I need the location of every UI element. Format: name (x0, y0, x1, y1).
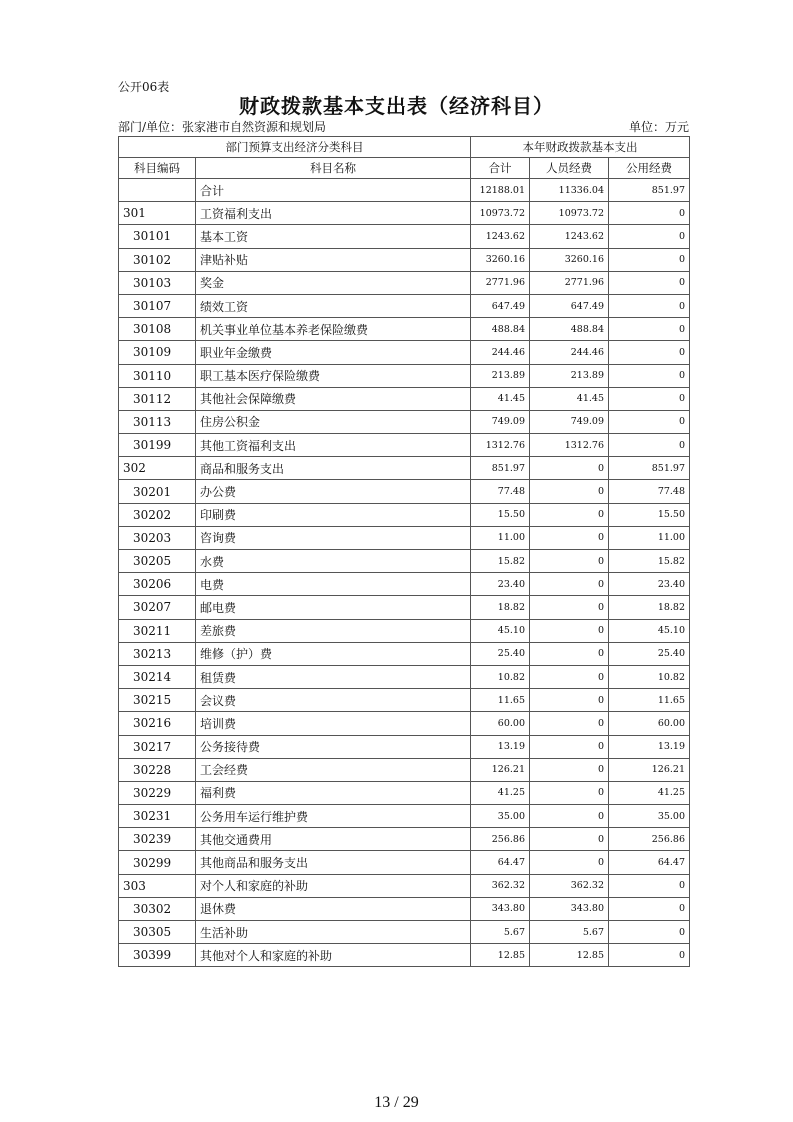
row-personnel: 0 (530, 526, 609, 549)
header-group-basic-expenditure: 本年财政拨款基本支出 (471, 137, 690, 158)
row-name: 津贴补贴 (196, 248, 471, 271)
form-number: 公开06表 (118, 80, 170, 94)
table-row (119, 805, 690, 828)
row-name: 差旅费 (196, 619, 471, 642)
row-public: 0 (609, 410, 690, 433)
row-personnel: 488.84 (530, 318, 609, 341)
row-name: 租赁费 (196, 665, 471, 688)
row-total: 41.25 (471, 781, 530, 804)
row-total: 1312.76 (471, 434, 530, 457)
row-total: 11.00 (471, 526, 530, 549)
header-name: 科目名称 (196, 158, 471, 179)
row-public: 41.25 (609, 781, 690, 804)
row-code: 30202 (119, 503, 196, 526)
row-public: 0 (609, 341, 690, 364)
row-public: 0 (609, 874, 690, 897)
row-name: 绩效工资 (196, 294, 471, 317)
row-public: 0 (609, 364, 690, 387)
row-personnel: 10973.72 (530, 202, 609, 225)
table-row (119, 596, 690, 619)
row-total: 12188.01 (471, 179, 530, 202)
row-total: 244.46 (471, 341, 530, 364)
row-name: 退休费 (196, 897, 471, 920)
row-personnel: 0 (530, 457, 609, 480)
row-name: 生活补助 (196, 921, 471, 944)
row-code: 30229 (119, 781, 196, 804)
row-code: 301 (119, 202, 196, 225)
row-name: 其他工资福利支出 (196, 434, 471, 457)
table-row (119, 294, 690, 317)
table-row (119, 179, 690, 202)
row-total: 343.80 (471, 897, 530, 920)
row-code: 30302 (119, 897, 196, 920)
row-name: 其他交通费用 (196, 828, 471, 851)
row-personnel: 0 (530, 689, 609, 712)
row-public: 0 (609, 387, 690, 410)
page-title: 财政拨款基本支出表（经济科目） (239, 94, 554, 118)
row-public: 0 (609, 202, 690, 225)
row-personnel: 5.67 (530, 921, 609, 944)
row-total: 64.47 (471, 851, 530, 874)
row-name: 奖金 (196, 271, 471, 294)
unit-label: 单位：万元 (628, 120, 689, 134)
row-personnel: 213.89 (530, 364, 609, 387)
row-personnel: 749.09 (530, 410, 609, 433)
table-row (119, 526, 690, 549)
header-group-classification: 部门预算支出经济分类科目 (119, 137, 471, 158)
row-total: 25.40 (471, 642, 530, 665)
row-total: 18.82 (471, 596, 530, 619)
table-row (119, 387, 690, 410)
row-public: 45.10 (609, 619, 690, 642)
row-personnel: 343.80 (530, 897, 609, 920)
table-row (119, 248, 690, 271)
table-row (119, 225, 690, 248)
row-personnel: 0 (530, 642, 609, 665)
row-code: 302 (119, 457, 196, 480)
row-total: 35.00 (471, 805, 530, 828)
table-row (119, 665, 690, 688)
row-personnel: 0 (530, 851, 609, 874)
row-personnel: 2771.96 (530, 271, 609, 294)
row-personnel: 647.49 (530, 294, 609, 317)
row-code: 30299 (119, 851, 196, 874)
row-personnel: 0 (530, 665, 609, 688)
row-personnel: 12.85 (530, 944, 609, 967)
row-total: 15.50 (471, 503, 530, 526)
row-personnel: 0 (530, 596, 609, 619)
row-code: 30107 (119, 294, 196, 317)
row-public: 18.82 (609, 596, 690, 619)
row-personnel: 0 (530, 503, 609, 526)
page-number: 13 / 29 (374, 1094, 419, 1111)
row-total: 213.89 (471, 364, 530, 387)
row-code: 30211 (119, 619, 196, 642)
row-personnel: 0 (530, 805, 609, 828)
row-public: 77.48 (609, 480, 690, 503)
row-name: 住房公积金 (196, 410, 471, 433)
row-name: 公务接待费 (196, 735, 471, 758)
row-code: 30214 (119, 665, 196, 688)
row-total: 362.32 (471, 874, 530, 897)
table-row (119, 457, 690, 480)
row-name: 电费 (196, 573, 471, 596)
row-personnel: 11336.04 (530, 179, 609, 202)
row-name: 印刷费 (196, 503, 471, 526)
row-total: 41.45 (471, 387, 530, 410)
row-code: 30213 (119, 642, 196, 665)
row-public: 0 (609, 248, 690, 271)
row-code: 30108 (119, 318, 196, 341)
row-personnel: 244.46 (530, 341, 609, 364)
row-public: 0 (609, 271, 690, 294)
header-personnel: 人员经费 (530, 158, 609, 179)
row-code: 30216 (119, 712, 196, 735)
row-public: 15.82 (609, 550, 690, 573)
row-code (119, 179, 196, 202)
table-row (119, 944, 690, 967)
row-total: 5.67 (471, 921, 530, 944)
row-name: 其他商品和服务支出 (196, 851, 471, 874)
row-personnel: 0 (530, 781, 609, 804)
row-code: 30231 (119, 805, 196, 828)
row-name: 工会经费 (196, 758, 471, 781)
row-total: 23.40 (471, 573, 530, 596)
row-name: 机关事业单位基本养老保险缴费 (196, 318, 471, 341)
table-row (119, 642, 690, 665)
row-public: 256.86 (609, 828, 690, 851)
row-code: 30206 (119, 573, 196, 596)
row-public: 11.00 (609, 526, 690, 549)
row-personnel: 0 (530, 735, 609, 758)
row-total: 2771.96 (471, 271, 530, 294)
row-total: 77.48 (471, 480, 530, 503)
row-code: 30399 (119, 944, 196, 967)
row-personnel: 0 (530, 573, 609, 596)
row-total: 3260.16 (471, 248, 530, 271)
table-row (119, 712, 690, 735)
row-personnel: 362.32 (530, 874, 609, 897)
row-total: 11.65 (471, 689, 530, 712)
row-code: 30201 (119, 480, 196, 503)
row-name: 维修（护）费 (196, 642, 471, 665)
row-public: 35.00 (609, 805, 690, 828)
row-total: 647.49 (471, 294, 530, 317)
row-personnel: 3260.16 (530, 248, 609, 271)
row-public: 0 (609, 318, 690, 341)
row-name: 培训费 (196, 712, 471, 735)
table-row (119, 503, 690, 526)
row-code: 30203 (119, 526, 196, 549)
row-code: 30103 (119, 271, 196, 294)
row-total: 45.10 (471, 619, 530, 642)
row-code: 30239 (119, 828, 196, 851)
row-public: 25.40 (609, 642, 690, 665)
table-row (119, 689, 690, 712)
header-code: 科目编码 (119, 158, 196, 179)
row-code: 30102 (119, 248, 196, 271)
row-public: 0 (609, 294, 690, 317)
table-row (119, 573, 690, 596)
row-total: 1243.62 (471, 225, 530, 248)
row-public: 11.65 (609, 689, 690, 712)
table-row (119, 897, 690, 920)
row-code: 303 (119, 874, 196, 897)
row-personnel: 0 (530, 758, 609, 781)
row-public: 0 (609, 897, 690, 920)
row-code: 30217 (119, 735, 196, 758)
row-total: 13.19 (471, 735, 530, 758)
row-public: 13.19 (609, 735, 690, 758)
table-row (119, 271, 690, 294)
row-code: 30101 (119, 225, 196, 248)
row-public: 851.97 (609, 179, 690, 202)
row-name: 办公费 (196, 480, 471, 503)
row-code: 30113 (119, 410, 196, 433)
row-public: 23.40 (609, 573, 690, 596)
table-row (119, 735, 690, 758)
expenditure-table (118, 136, 690, 967)
row-code: 30207 (119, 596, 196, 619)
row-name: 商品和服务支出 (196, 457, 471, 480)
row-name: 基本工资 (196, 225, 471, 248)
header-total: 合计 (471, 158, 530, 179)
table-row (119, 619, 690, 642)
table-row (119, 758, 690, 781)
row-name: 对个人和家庭的补助 (196, 874, 471, 897)
row-total: 10.82 (471, 665, 530, 688)
row-total: 10973.72 (471, 202, 530, 225)
row-public: 15.50 (609, 503, 690, 526)
row-personnel: 1243.62 (530, 225, 609, 248)
row-name: 邮电费 (196, 596, 471, 619)
row-total: 256.86 (471, 828, 530, 851)
department-label: 部门/单位：张家港市自然资源和规划局 (118, 120, 327, 134)
row-personnel: 0 (530, 828, 609, 851)
row-public: 10.82 (609, 665, 690, 688)
row-personnel: 1312.76 (530, 434, 609, 457)
row-public: 0 (609, 225, 690, 248)
row-name: 咨询费 (196, 526, 471, 549)
row-public: 851.97 (609, 457, 690, 480)
row-personnel: 0 (530, 712, 609, 735)
table-row (119, 851, 690, 874)
table-row (119, 410, 690, 433)
row-code: 30228 (119, 758, 196, 781)
row-name: 合计 (196, 179, 471, 202)
table-row (119, 874, 690, 897)
row-name: 职工基本医疗保险缴费 (196, 364, 471, 387)
row-personnel: 0 (530, 550, 609, 573)
table-row (119, 434, 690, 457)
row-code: 30109 (119, 341, 196, 364)
row-name: 会议费 (196, 689, 471, 712)
row-public: 126.21 (609, 758, 690, 781)
row-total: 12.85 (471, 944, 530, 967)
row-public: 0 (609, 944, 690, 967)
header-public: 公用经费 (609, 158, 690, 179)
table-row (119, 202, 690, 225)
table-row (119, 550, 690, 573)
row-name: 工资福利支出 (196, 202, 471, 225)
row-total: 60.00 (471, 712, 530, 735)
row-code: 30305 (119, 921, 196, 944)
row-personnel: 41.45 (530, 387, 609, 410)
table-row (119, 364, 690, 387)
row-public: 60.00 (609, 712, 690, 735)
row-code: 30112 (119, 387, 196, 410)
row-code: 30110 (119, 364, 196, 387)
table-row (119, 480, 690, 503)
row-total: 749.09 (471, 410, 530, 433)
row-name: 水费 (196, 550, 471, 573)
row-name: 福利费 (196, 781, 471, 804)
row-personnel: 0 (530, 480, 609, 503)
row-name: 职业年金缴费 (196, 341, 471, 364)
table-row (119, 828, 690, 851)
row-total: 851.97 (471, 457, 530, 480)
row-public: 0 (609, 434, 690, 457)
row-code: 30215 (119, 689, 196, 712)
row-total: 126.21 (471, 758, 530, 781)
row-total: 488.84 (471, 318, 530, 341)
row-public: 0 (609, 921, 690, 944)
row-name: 其他社会保障缴费 (196, 387, 471, 410)
table-row (119, 341, 690, 364)
row-total: 15.82 (471, 550, 530, 573)
row-code: 30205 (119, 550, 196, 573)
row-personnel: 0 (530, 619, 609, 642)
table-row (119, 318, 690, 341)
row-name: 公务用车运行维护费 (196, 805, 471, 828)
row-name: 其他对个人和家庭的补助 (196, 944, 471, 967)
row-code: 30199 (119, 434, 196, 457)
table-row (119, 781, 690, 804)
table-row (119, 921, 690, 944)
row-public: 64.47 (609, 851, 690, 874)
